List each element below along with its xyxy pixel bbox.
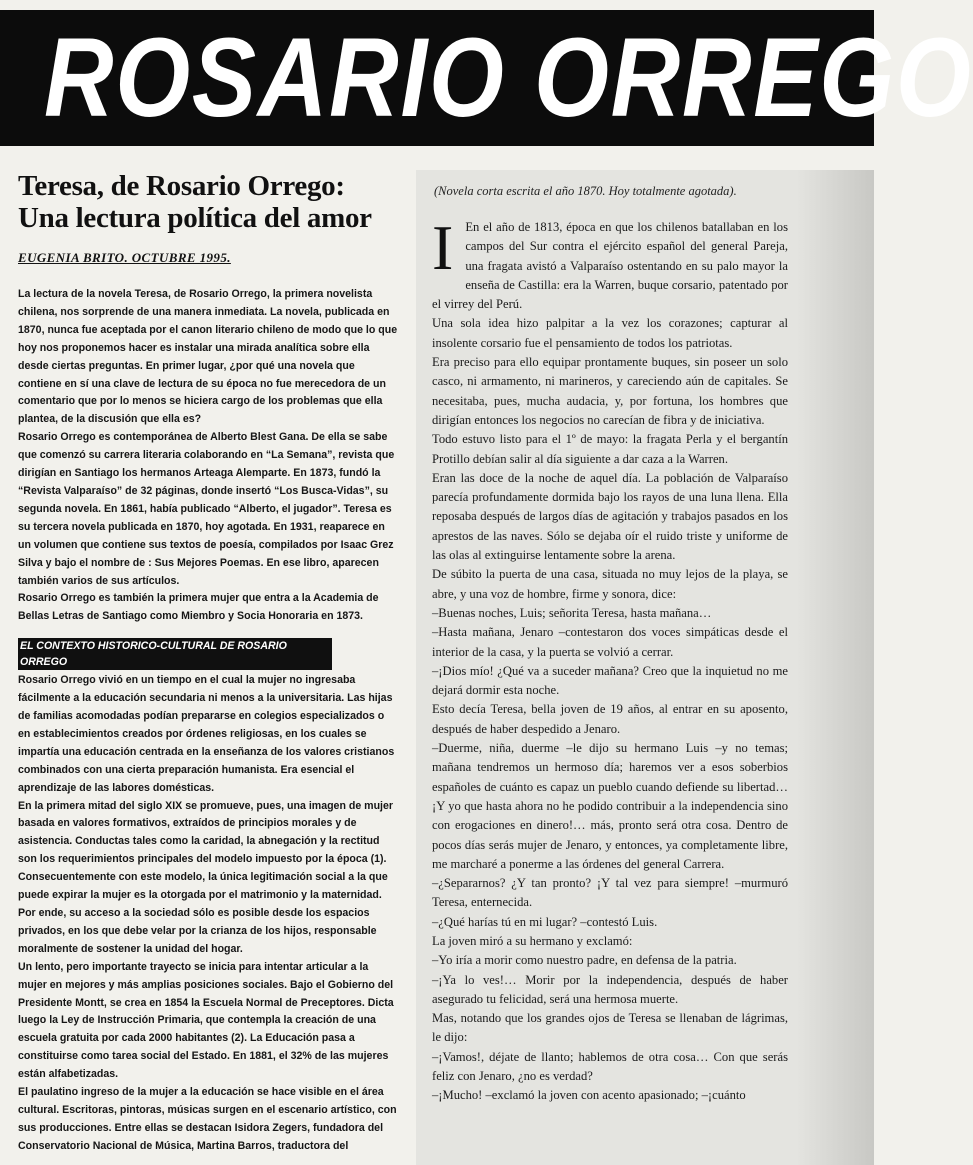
title-banner <box>0 10 973 146</box>
panel-shadow <box>796 170 874 1165</box>
novel-paragraph: –¿Qué harías tú en mi lugar? –contestó Luis. <box>432 914 658 929</box>
headline-line-1: Teresa, de Rosario Orrego: <box>18 170 345 202</box>
novel-paragraph: –Buenas noches, Luis; señorita Teresa, hasta mañana… <box>432 605 712 620</box>
novel-paragraph: –Hasta mañana, Jenaro –contestaron dos voces simpáticas desde el interior de la casa, y la puerta se volvió a cerrar. <box>432 625 788 659</box>
novel-paragraph: –¡Vamos!, déjate de llanto; hablemos de otra cosa… Con que serás feliz con Jenaro, ¿no es verdad? <box>432 1049 788 1084</box>
article-headline <box>18 170 398 234</box>
intro-paragraph: Rosario Orrego es contemporánea de Alberto Blest Gana. De ella se sabe que comenzó su carrera literaria colaborando en “La Semana”, revista que dirigían en Santiago los hermanos Arteaga Alemparte. En 1873, fundó la “Revista Valparaíso” de 32 páginas, donde insertó “Los Busca-Vidas”, su segunda novela. En 1861, había publicado “Alberto, el jugador”. Teresa es su tercera novela publicada en 1870, hoy agotada. En 1931, reaparece en un volumen que contiene sus textos de poesía, compilados por Isaac Grez Silva y bajo el nombre de : Sus Mejores Poemas. En ese libro, aparecen también varios de sus artículos. <box>18 431 395 587</box>
novel-first-paragraph-text: En el año de 1813, época en que los chilenos batallaban en los campos del Sur contra el ejército español del general Pareja, una fragata avistó a Valparaíso ostentando en su palo mayor la enseña de Castilla: era la Warren, buque corsario, patentado por el virrey del Perú. <box>432 220 788 312</box>
novel-paragraph: Una sola idea hizo palpitar a la vez los corazones; capturar al insolente corsario fue el pensamiento de todos los patriotas. <box>432 316 788 350</box>
novel-paragraph: Era preciso para ello equipar prontamente buques, sin poseer un solo casco, ni armamento, ni marineros, y careciendo aún de capitales. Se necesitaba, pues, mucha audacia, y, por fortuna, los hombres que dirigían entonces los negocios no carecían de fibra y de iniciativa. <box>432 355 788 427</box>
novel-paragraph: –Yo iría a morir como nuestro padre, en defensa de la patria. <box>432 953 737 968</box>
novel-paragraph: Esto decía Teresa, bella joven de 19 años, al entrar en su aposento, después de haber despedido a Jenaro. <box>432 702 788 736</box>
intro-paragraph: Rosario Orrego es también la primera mujer que entra a la Academia de Bellas Letras de Santiago como Miembro y Socia Honoraria en 1873. <box>18 592 379 623</box>
section-heading: EL CONTEXTO HISTORICO-CULTURAL DE ROSARIO ORREGO <box>18 638 332 670</box>
novel-paragraph: –Duerme, niña, duerme –le dijo su hermano Luis –y no temas; mañana tendremos un hermoso día; haremos ver a esos soberbios españoles de cuánto es capaz un pueblo cuando defiende su libertad… ¡Y yo que hasta ahora no he podido contribuir a la independencia sino con erogaciones en dinero!… más, pronto será otra cosa. Dentro de pocos días serás mujer de Jenaro, y entonces, ya completamente libre, me marcharé a ponerme a las órdenes del general Carrera. <box>432 741 788 871</box>
novel-text <box>432 212 788 1106</box>
banner-title: ROSARIO ORREGO <box>44 15 973 140</box>
intro-paragraph: La lectura de la novela Teresa, de Rosario Orrego, la primera novelista chilena, nos sorprende de una manera inmediata. La novela, publicada en 1870, nunca fue aceptada por el canon literario chileno de modo que lo que hoy nos proponemos hacer es instalar una mirada analítica sobre ella desde ciertas preguntas. En primer lugar, ¿por qué una novela que contiene en sí una clave de lectura de su época no fue merecedora de un comentario que por lo menos se hiciera cargo de los problemas que ella plantea, de la discusión que ella es? <box>18 288 398 426</box>
context-paragraph: Rosario Orrego vivió en un tiempo en el cual la mujer no ingresaba fácilmente a la educación secundaria ni menos a la universitaria. Las hijas de familias acomodadas podían prepararse en colegios especializados o en establecimientos creados por órdenes religiosas, en los cuales se impartía una educación centrada en la enseñanza de los valores cristianos combinados con una cierta preparación humanista. Era esencial el aprendizaje de las labores domésticas. <box>18 674 395 794</box>
novel-paragraph: Eran las doce de la noche de aquel día. La población de Valparaíso parecía profundamente dormida bajo los rayos de una luna llena. Ella reposaba después de largos días de agitación y trabajos pasados en los aprestos de las naves. Sólo se dejaba oír el ruido triste y uniforme de las olas al extinguirse lentamente sobre la arena. <box>432 470 788 563</box>
byline: EUGENIA BRITO. OCTUBRE 1995. <box>18 250 231 265</box>
context-section <box>18 672 398 1155</box>
article-column <box>18 170 398 1156</box>
headline-line-2: Una lectura política del amor <box>18 202 372 234</box>
novel-excerpt-panel <box>416 170 874 1165</box>
novel-note: (Novela corta escrita el año 1870. Hoy totalmente agotada). <box>434 184 737 198</box>
novel-paragraph: –¡Mucho! –exclamó la joven con acento apasionado; –¡cuánto <box>432 1088 746 1103</box>
novel-excerpt <box>432 182 788 1106</box>
context-paragraph: En la primera mitad del siglo XIX se promueve, pues, una imagen de mujer basada en valores formativos, extraídos de principios morales y de asistencia. Conductas tales como la caridad, la abnegación y la rectitud son los requerimientos principales del modelo impuesto por la época (1). Consecuentemente con este modelo, la única legitimación social a la que puede expirar la mujer es la otorgada por el matrimonio y la maternidad. Por ende, su acceso a la sociedad sólo es posible desde los espacios privados, en los que debe velar por la crianza de los hijos, responsable moralmente de sostener la unidad del hogar. <box>18 799 394 955</box>
novel-first-paragraph <box>432 212 788 314</box>
novel-paragraph: De súbito la puerta de una casa, situada no muy lejos de la playa, se abre, y una voz de hombre, firme y sonora, dice: <box>432 567 788 601</box>
intro-section <box>18 286 398 626</box>
novel-paragraph: La joven miró a su hermano y exclamó: <box>432 933 633 948</box>
context-paragraph: El paulatino ingreso de la mujer a la educación se hace visible en el área cultural. Escritoras, pintoras, músicas surgen en el escenario artístico, con sus producciones. Entre ellas se destacan Isidora Zegers, fundadora del Conservatorio Nacional de Música, Martina Barros, traductora del <box>18 1086 397 1152</box>
novel-paragraph: –¿Separarnos? ¿Y tan pronto? ¡Y tal vez para siempre! –murmuró Teresa, enternecida. <box>432 876 788 910</box>
novel-paragraph: Mas, notando que los grandes ojos de Teresa se llenaban de lágrimas, le dijo: <box>432 1011 788 1045</box>
context-paragraph: Un lento, pero importante trayecto se inicia para intentar articular a la mujer en mejores y más amplias posiciones sociales. Bajo el Gobierno del Presidente Montt, se crea en 1854 la Escuela Normal de Preceptores. Dicta luego la Ley de Instrucción Primaria, que contempla la creación de una escuela gratuita por cada 2000 habitantes (2). La Educación pasa a constituirse como tarea social del Estado. En 1881, el 32% de las mujeres están alfabetizadas. <box>18 960 394 1081</box>
novel-paragraph: –¡Dios mío! ¿Qué va a suceder mañana? Creo que la inquietud no me dejará dormir esta noche. <box>432 663 788 698</box>
novel-paragraph: –¡Ya lo ves!… Morir por la independencia, después de haber asegurado tu felicidad, será una hermosa muerte. <box>432 972 788 1006</box>
drop-cap: I <box>432 212 454 283</box>
novel-paragraph: Todo estuvo listo para el 1º de mayo: la fragata Perla y el bergantín Protillo debían salir al día siguiente a dar caza a la Warren. <box>432 432 788 466</box>
